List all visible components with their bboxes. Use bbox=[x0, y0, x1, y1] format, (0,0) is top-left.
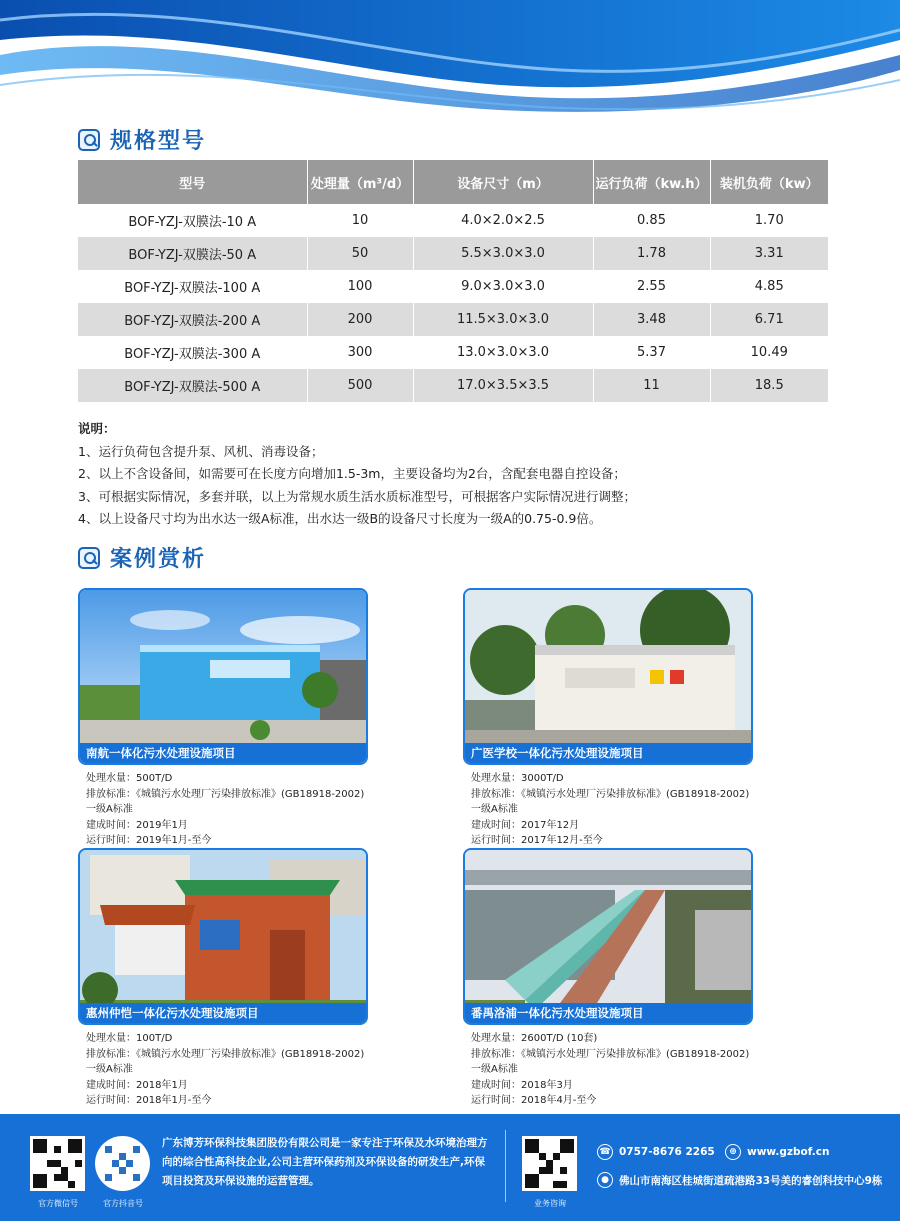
cell-running-load: 3.48 bbox=[593, 303, 710, 336]
cell-size: 9.0×3.0×3.0 bbox=[413, 270, 593, 303]
col-header-capacity: 处理量（m³/d） bbox=[307, 160, 413, 204]
table-row bbox=[78, 336, 828, 369]
case-card bbox=[463, 848, 753, 1109]
cell-model: BOF-YZJ-双膜法-200 A bbox=[78, 303, 307, 336]
website-contact bbox=[725, 1144, 829, 1160]
col-header-running-load: 运行负荷（kw.h） bbox=[593, 160, 710, 204]
case-line: 运行时间：2018年1月-至今 bbox=[86, 1095, 212, 1106]
cell-running-load: 5.37 bbox=[593, 336, 710, 369]
case-info bbox=[78, 1031, 368, 1109]
cell-running-load: 0.85 bbox=[593, 204, 710, 237]
location-pin-icon: ● bbox=[597, 1172, 613, 1188]
cell-size: 5.5×3.0×3.0 bbox=[413, 237, 593, 270]
cell-running-load: 2.55 bbox=[593, 270, 710, 303]
business-qr-code bbox=[522, 1136, 577, 1191]
case-line: 建成时间：2018年3月 bbox=[471, 1079, 573, 1091]
case-line: 处理水量：500T/D bbox=[86, 773, 173, 784]
case-line: 运行时间：2018年4月-至今 bbox=[471, 1095, 597, 1106]
case-caption: 广医学校一体化污水处理设施项目 bbox=[465, 743, 751, 763]
table-row bbox=[78, 237, 828, 270]
case-caption: 南航一体化污水处理设施项目 bbox=[80, 743, 366, 763]
case-line: 处理水量：3000T/D bbox=[471, 773, 564, 784]
search-icon bbox=[78, 129, 100, 151]
cell-running-load: 11 bbox=[593, 369, 710, 402]
case-card bbox=[463, 588, 753, 849]
header-wave-decoration bbox=[0, 0, 900, 115]
cell-capacity: 300 bbox=[307, 336, 413, 369]
col-header-installed-load: 装机负荷（kw） bbox=[710, 160, 828, 204]
case-line: 排放标准：《城镇污水处理厂污染排放标准》(GB18918-2002) 一级A标准 bbox=[471, 788, 750, 815]
cell-size: 11.5×3.0×3.0 bbox=[413, 303, 593, 336]
address-text: 佛山市南海区桂城街道疏港路33号美的睿创科技中心9栋 bbox=[619, 1174, 883, 1187]
case-info bbox=[463, 771, 753, 849]
cell-installed-load: 1.70 bbox=[754, 213, 784, 228]
case-card bbox=[78, 588, 368, 849]
case-photo-guangyi bbox=[463, 588, 753, 765]
case-line: 建成时间：2017年12月 bbox=[471, 819, 580, 831]
case-photo-panyu bbox=[463, 848, 753, 1025]
footer-divider bbox=[505, 1130, 506, 1202]
douyin-qr-label: 官方抖音号 bbox=[103, 1199, 143, 1208]
cell-installed-load: 10.49 bbox=[750, 345, 788, 360]
cell-model: BOF-YZJ-双膜法-300 A bbox=[78, 336, 307, 369]
cell-model: BOF-YZJ-双膜法-50 A bbox=[78, 237, 307, 270]
note-item: 1、运行负荷包含提升泵、风机、消毒设备； bbox=[78, 443, 324, 459]
cell-capacity: 10 bbox=[307, 204, 413, 237]
case-line: 处理水量：100T/D bbox=[86, 1033, 173, 1044]
cell-size: 13.0×3.0×3.0 bbox=[413, 336, 593, 369]
note-item: 3、可根据实际情况，多套并联，以上为常规水质生活水质标准型号，可根据客户实际情况进行调整； bbox=[78, 488, 636, 504]
table-row bbox=[78, 204, 828, 237]
case-caption: 番禺洛浦一体化污水处理设施项目 bbox=[465, 1003, 751, 1023]
address-contact bbox=[597, 1172, 882, 1188]
search-icon bbox=[78, 547, 100, 569]
cell-installed-load: 6.71 bbox=[710, 303, 828, 336]
case-line: 运行时间：2019年1月-至今 bbox=[86, 835, 212, 846]
globe-icon: ⊕ bbox=[725, 1144, 741, 1160]
cell-capacity: 200 bbox=[307, 303, 413, 336]
case-card bbox=[78, 848, 368, 1109]
case-photo-huizhou bbox=[78, 848, 368, 1025]
cell-installed-load: 3.31 bbox=[710, 237, 828, 270]
wechat-qr-label: 官方微信号 bbox=[38, 1199, 78, 1208]
col-header-model: 型号 bbox=[78, 160, 307, 204]
wechat-qr-code bbox=[30, 1136, 85, 1191]
spec-section-title bbox=[78, 124, 206, 155]
cell-capacity: 500 bbox=[307, 369, 413, 402]
table-row bbox=[78, 270, 828, 303]
cell-capacity: 50 bbox=[307, 237, 413, 270]
cell-capacity: 100 bbox=[307, 270, 413, 303]
cell-model: BOF-YZJ-双膜法-10 A bbox=[78, 204, 307, 237]
spec-table-header-row bbox=[78, 160, 828, 204]
phone-number: 0757-8676 2265 bbox=[619, 1146, 715, 1158]
cell-model: BOF-YZJ-双膜法-500 A bbox=[78, 369, 307, 402]
cell-installed-load: 4.85 bbox=[754, 279, 784, 294]
phone-contact bbox=[597, 1144, 715, 1160]
note-item: 2、以上不含设备间，如需要可在长度方向增加1.5-3m，主要设备均为2台，含配套电器自控设备； bbox=[78, 466, 626, 481]
douyin-qr-code bbox=[95, 1136, 150, 1191]
table-row bbox=[78, 369, 828, 402]
case-section-title bbox=[78, 542, 206, 573]
spec-title-text: 规格型号 bbox=[110, 129, 207, 154]
spec-table bbox=[78, 160, 828, 402]
case-line: 处理水量：2600T/D (10套) bbox=[471, 1033, 598, 1044]
case-caption: 惠州仲恺一体化污水处理设施项目 bbox=[80, 1003, 366, 1023]
website-url[interactable]: www.gzbof.cn bbox=[747, 1146, 830, 1158]
case-info bbox=[78, 771, 368, 849]
cell-running-load: 1.78 bbox=[593, 237, 710, 270]
col-header-size: 设备尺寸（m） bbox=[413, 160, 593, 204]
cell-size: 4.0×2.0×2.5 bbox=[413, 204, 593, 237]
case-info bbox=[463, 1031, 753, 1109]
case-line: 排放标准：《城镇污水处理厂污染排放标准》(GB18918-2002) 一级A标准 bbox=[86, 788, 365, 815]
cell-installed-load: 18.5 bbox=[710, 369, 828, 402]
cell-size: 17.0×3.5×3.5 bbox=[413, 369, 593, 402]
note-item: 4、以上设备尺寸均为出水达一级A标准，出水达一级B的设备尺寸长度为一级A的0.75-0.9倍。 bbox=[78, 511, 602, 526]
case-line: 建成时间：2018年1月 bbox=[86, 1079, 188, 1091]
notes-block bbox=[78, 418, 838, 531]
business-qr-label: 业务咨询 bbox=[534, 1199, 566, 1208]
case-line: 排放标准：《城镇污水处理厂污染排放标准》(GB18918-2002) 一级A标准 bbox=[471, 1048, 750, 1075]
case-title-text: 案例赏析 bbox=[110, 547, 207, 572]
phone-icon: ☎ bbox=[597, 1144, 613, 1160]
company-intro: 广东博芳环保科技集团股份有限公司是一家专注于环保及水环境治理方向的综合性高科技企业,公司主营环保药剂及环保设备的研发生产,环保项目投资及环保设施的运营管理。 bbox=[162, 1137, 488, 1187]
cell-model: BOF-YZJ-双膜法-100 A bbox=[78, 270, 307, 303]
notes-title: 说明： bbox=[78, 421, 116, 436]
footer bbox=[0, 1114, 900, 1221]
case-line: 排放标准：《城镇污水处理厂污染排放标准》(GB18918-2002) 一级A标准 bbox=[86, 1048, 365, 1075]
case-line: 建成时间：2019年1月 bbox=[86, 819, 188, 831]
table-row bbox=[78, 303, 828, 336]
case-line: 运行时间：2017年12月-至今 bbox=[471, 835, 603, 846]
case-photo-nanhang bbox=[78, 588, 368, 765]
